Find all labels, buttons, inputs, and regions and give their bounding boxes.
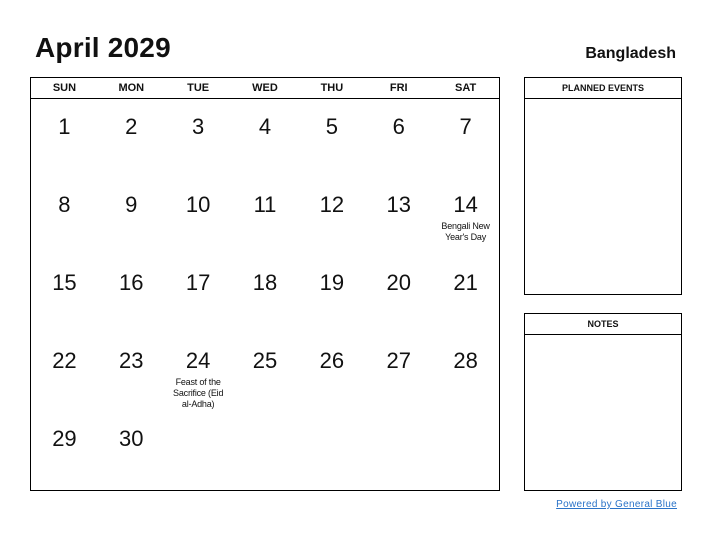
day-cell [298,255,365,333]
weekday-sat: SAT [454,82,477,94]
day-cell [232,255,299,333]
weekday-fri: FRI [389,82,408,94]
day-number: 23 [119,348,144,373]
calendar-grid [30,77,500,491]
day-cell [232,99,299,177]
day-number: 12 [319,192,345,217]
day-number: 3 [192,114,205,139]
day-number: 2 [125,114,138,139]
day-number: 24 [185,348,211,373]
day-cell [298,333,365,411]
day-number: 13 [386,192,411,217]
planned-events-panel [524,77,682,295]
weekday-sun: SUN [52,82,77,94]
notes-title: NOTES [525,314,681,335]
day-cell [365,255,432,333]
day-number: 16 [119,270,144,295]
powered-by-link[interactable]: Powered by General Blue [556,499,677,510]
day-number: 30 [119,426,144,451]
day-number: 17 [185,270,211,295]
day-number: 22 [52,348,77,373]
week-row [31,255,499,333]
day-number: 28 [453,348,478,373]
day-cell [365,333,432,411]
day-number: 5 [325,114,338,139]
day-cell [31,255,98,333]
day-number: 27 [386,348,411,373]
day-cell [432,333,499,411]
weekday-mon: MON [118,82,145,94]
holiday-label: Feast of the Sacrifice (Eid al-Adha) [173,377,224,409]
day-number: 26 [319,348,345,373]
day-number: 14 [453,192,478,217]
day-number: 20 [386,270,411,295]
day-cell [165,177,232,255]
day-cell [98,255,165,333]
page-title: April 2029 [35,32,171,63]
day-cell [165,411,232,489]
day-number: 8 [58,192,71,217]
day-number: 18 [252,270,278,295]
day-number: 15 [52,270,77,295]
day-cell [31,99,98,177]
day-cell [98,333,165,411]
day-cell [298,177,365,255]
day-cell [365,177,432,255]
day-number: 21 [453,270,478,295]
day-cell [165,255,232,333]
week-row [31,333,499,411]
day-cell [232,177,299,255]
day-number: 1 [58,114,71,139]
week-row [31,177,499,255]
weekday-header [31,78,499,99]
day-cell [165,99,232,177]
day-cell [432,99,499,177]
day-cell [232,333,299,411]
day-number: 25 [252,348,278,373]
weekday-thu: THU [320,82,344,94]
weekday-wed: WED [252,82,278,94]
weekday-tue: TUE [187,82,210,94]
day-number: 19 [319,270,345,295]
day-number: 9 [125,192,138,217]
day-number: 11 [253,192,277,217]
planned-events-title: PLANNED EVENTS [525,78,681,99]
day-number: 7 [459,114,472,139]
day-number: 6 [392,114,405,139]
day-number: 4 [258,114,272,139]
day-cell [365,411,432,489]
day-cell [98,177,165,255]
notes-panel [524,313,682,491]
day-cell [432,177,499,255]
calendar-weeks [31,99,499,489]
day-number: 10 [185,192,211,217]
day-cell [432,255,499,333]
holiday-label: Bengali New Year's Day [441,221,490,242]
week-row [31,99,499,177]
day-cell [165,333,232,411]
day-cell [98,411,165,489]
country-label: Bangladesh [585,45,676,62]
day-cell [432,411,499,489]
day-cell [298,411,365,489]
day-cell [31,333,98,411]
day-cell [298,99,365,177]
week-row [31,411,499,489]
day-number: 29 [52,426,77,451]
day-cell [365,99,432,177]
day-cell [98,99,165,177]
day-cell [31,411,98,489]
day-cell [232,411,299,489]
day-cell [31,177,98,255]
